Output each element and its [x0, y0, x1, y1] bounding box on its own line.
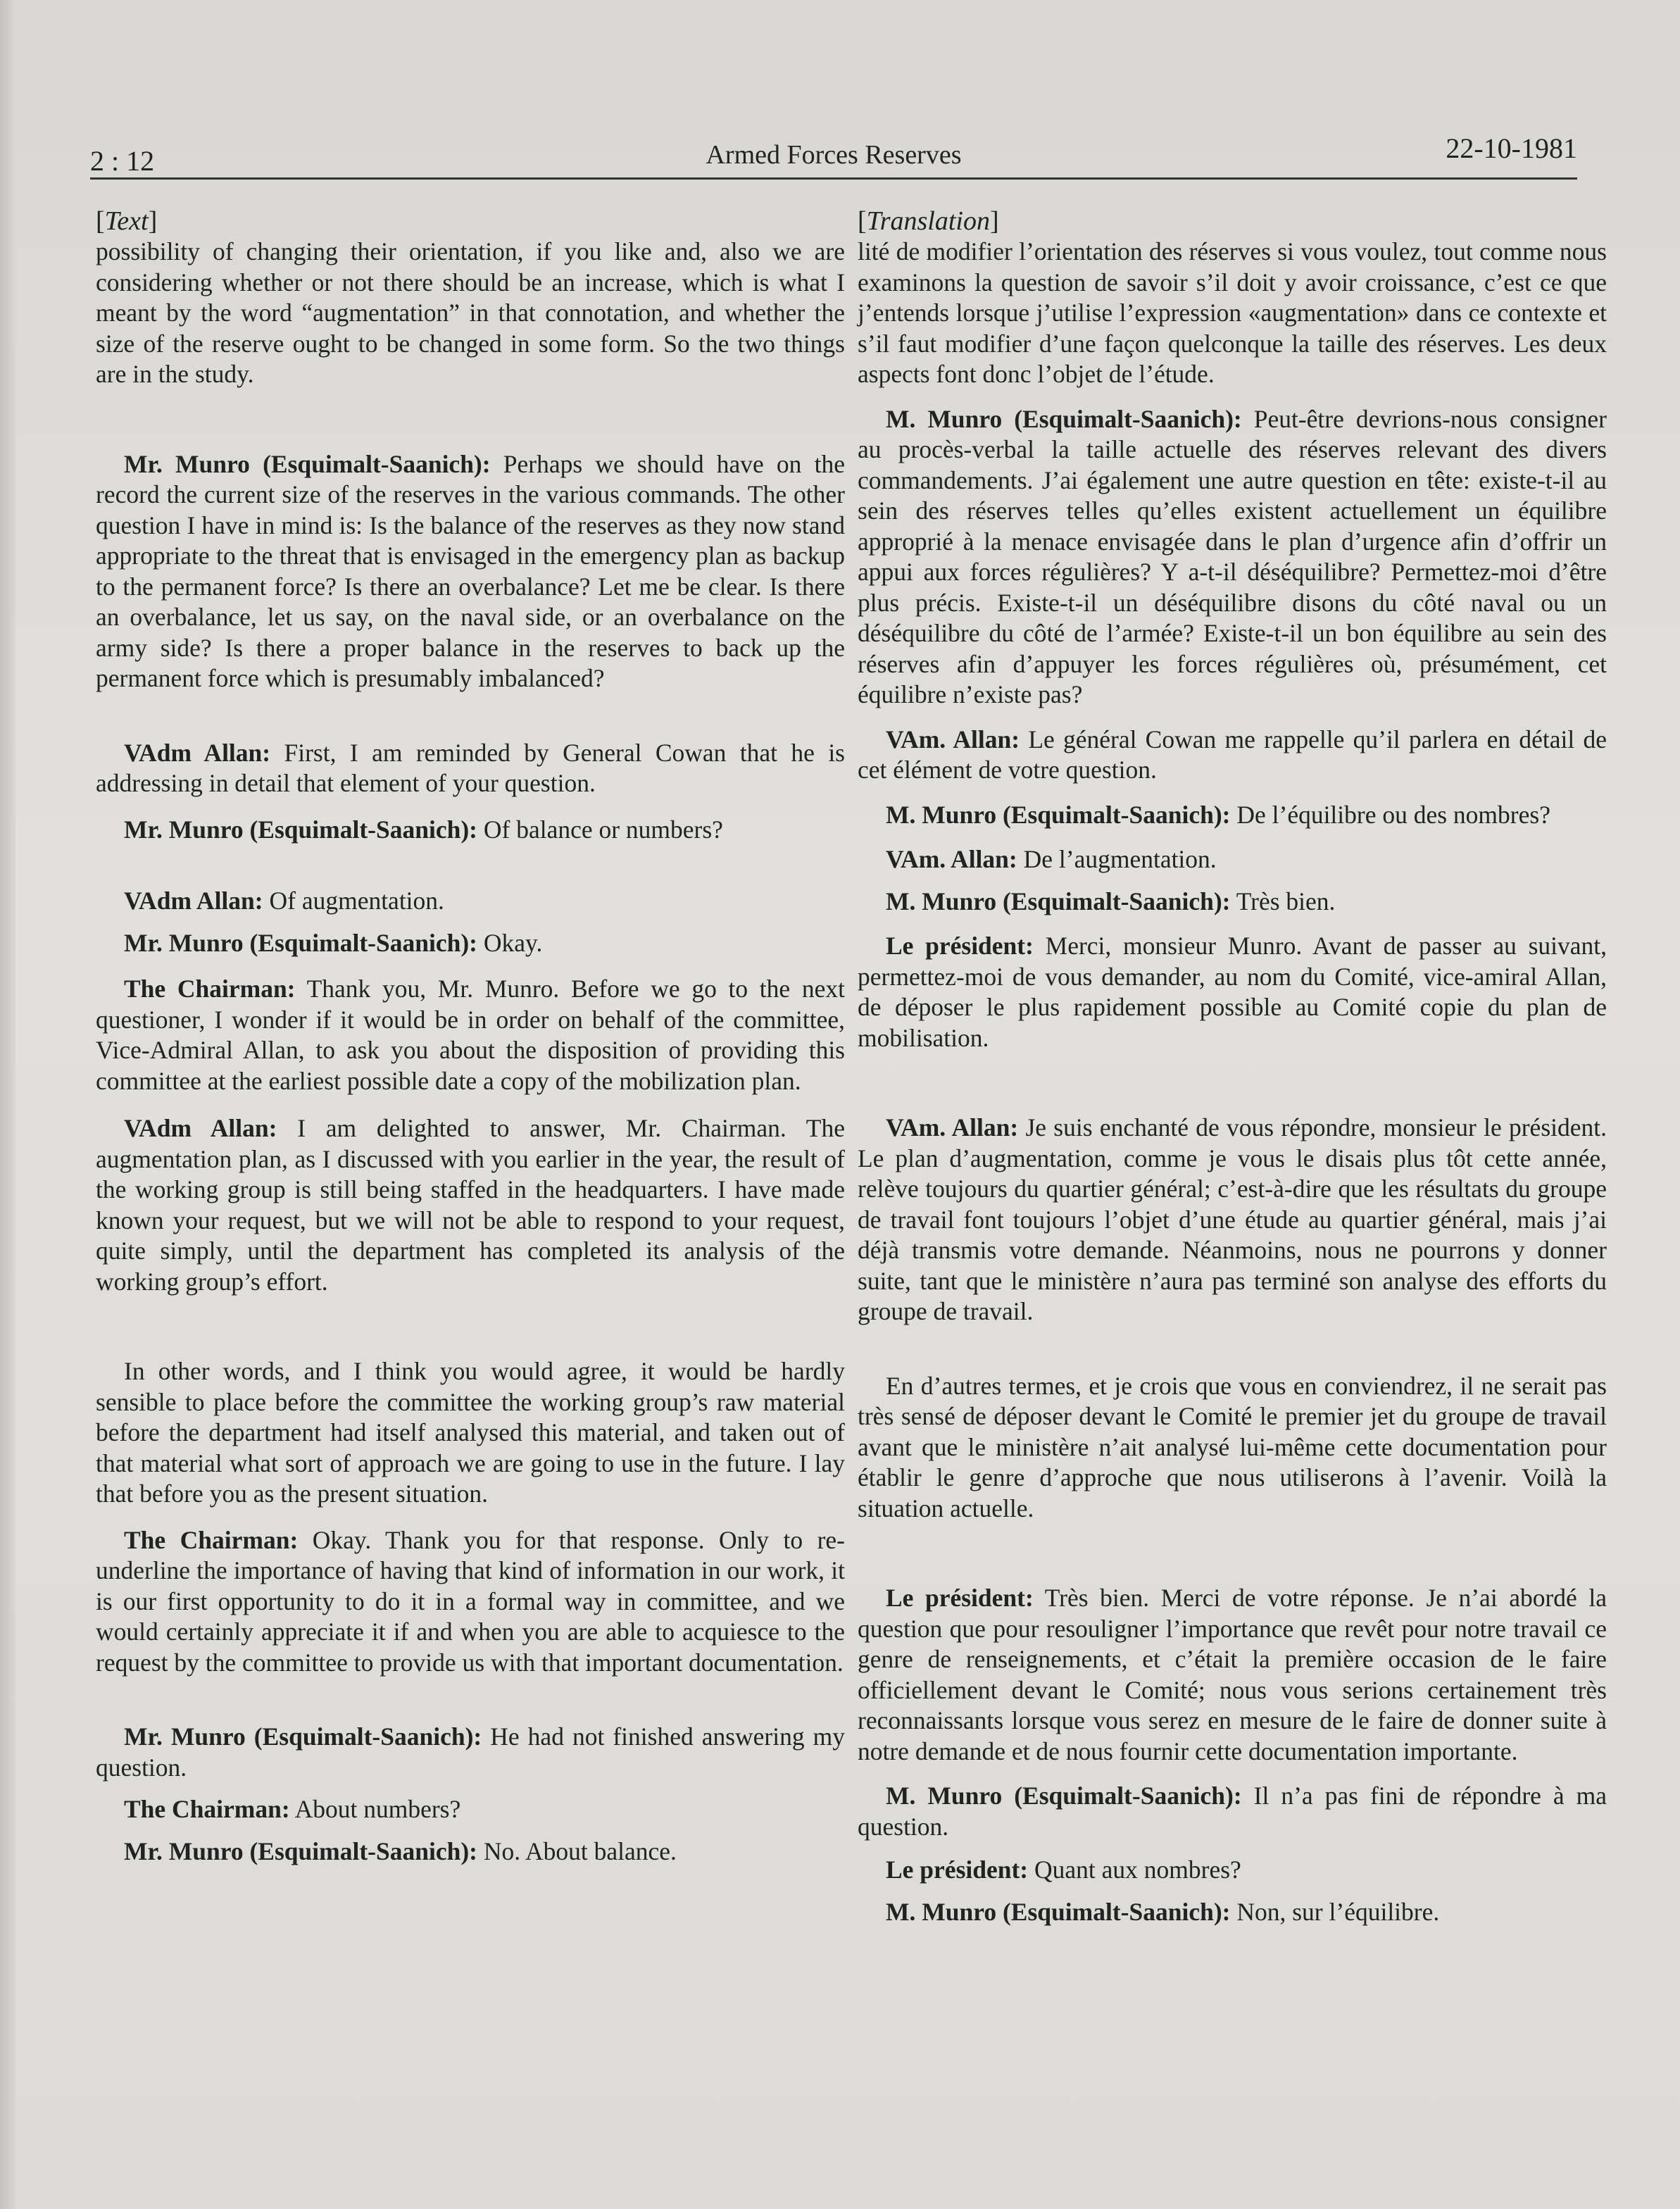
paragraph: VAdm Allan: Of augmentation. [124, 887, 444, 915]
paragraph: Le président: Très bien. Merci de votre réponse. Je n’ai abordé la question que pour resouligner l’importance que revêt pour notre travail ce genre de renseignements, et c’était la première occasion de le faire officiellement devant le Comité; nous vous serions certainement très reconnaissants lorsque vous serez en mesure de le faire de donner suite à notre demande et de nous fournir cette documentation importante. [858, 1584, 1607, 1765]
french-section-label: [Translation] [858, 206, 999, 236]
paragraph: Mr. Munro (Esquimalt-Saanich): No. About balance. [124, 1836, 677, 1865]
paragraph: VAm. Allan: De l’augmentation. [886, 845, 1217, 873]
paragraph: The Chairman: Okay. Thank you for that response. Only to re-underline the importance of having that kind of information in our work, it is our first opportunity to do it in a formal way in committee, and we would certainly appreciate it if and when you are able to acquiesce to the request by the committee to provide us with that important documentation. [96, 1525, 845, 1677]
paragraph: En d’autres termes, et je crois que vous en conviendrez, il ne serait pas très sensé de déposer devant le Comité le premier jet du groupe de travail avant que le ministère n’ait analysé lui-même cette documentation pour établir le genre d’approche que nous utiliserons à l’avenir. Voilà la situation actuelle. [858, 1371, 1607, 1522]
paragraph: VAm. Allan: Je suis enchanté de vous répondre, monsieur le président. Le plan d’augmentation, comme je vous le disais plus tôt cette année, relève toujours du quartier général; c’est-à-dire que les résultats du groupe de travail font toujours l’objet d’une étude au quartier général, mais j’ai déjà transmis votre demande. Néanmoins, nous ne pourrons y donner suite, tant que le ministère n’aura pas terminé son analyse des efforts du groupe de travail. [858, 1113, 1607, 1325]
page-header [90, 127, 1577, 180]
paragraph: The Chairman: About numbers? [124, 1795, 461, 1823]
paragraph: VAm. Allan: Le général Cowan me rappelle qu’il parlera en détail de cet élément de votre question. [858, 725, 1607, 784]
paragraph: VAdm Allan: First, I am reminded by General Cowan that he is addressing in detail that element of your question. [96, 738, 845, 797]
paragraph: Le président: Quant aux nombres? [886, 1856, 1241, 1884]
page-spine-shadow [0, 0, 15, 2209]
english-column [96, 206, 845, 1867]
paragraph: Mr. Munro (Esquimalt-Saanich): Perhaps we should have on the record the current size of the reserves in the various commands. The other question I have in mind is: Is the balance of the reserves as they now stand appropriate to the threat that is envisaged in the emergency plan as backup to the permanent force? Is there an overbalance? Let me be clear. Is there an overbalance, let us say, on the naval side, or an overbalance on the army side? Is there a proper balance in the reserves to back up the permanent force which is presumably imbalanced? [96, 449, 845, 692]
paragraph: Le président: Merci, monsieur Munro. Avant de passer au suivant, permettez-moi de vous demander, au nom du Comité, vice-amiral Allan, de déposer le plus rapidement possible au Comité copie du plan de mobilisation. [858, 932, 1607, 1052]
paragraph: M. Munro (Esquimalt-Saanich): Non, sur l’équilibre. [886, 1897, 1440, 1926]
paragraph: VAdm Allan: I am delighted to answer, Mr. Chairman. The augmentation plan, as I discussed with you earlier in the year, the result of the working group is still being staffed in the headquarters. I have made known your request, but we will not be able to respond to your request, quite simply, until the department has completed its analysis of the working group’s effort. [96, 1114, 846, 1296]
page-number: 2 : 12 [90, 145, 155, 177]
paragraph: In other words, and I think you would agree, it would be hardly sensible to place before the committee the working group’s raw material before the department had itself analysed this material, and taken out of that material what sort of approach we are going to use in the future. I lay that before you as the present situation. [96, 1357, 845, 1508]
paragraph: M. Munro (Esquimalt-Saanich): Il n’a pas fini de répondre à ma question. [858, 1782, 1607, 1841]
french-column [858, 206, 1607, 1927]
english-section-label: [Text] [96, 206, 158, 236]
paragraph: The Chairman: Thank you, Mr. Munro. Before we go to the next questioner, I wonder if it would be in order on behalf of the committee, Vice-Admiral Allan, to ask you about the disposition of providing this committee at the earliest possible date a copy of the mobilization plan. [96, 975, 845, 1095]
paragraph: Mr. Munro (Esquimalt-Saanich): He had not finished answering my question. [96, 1722, 845, 1782]
paragraph: Mr. Munro (Esquimalt-Saanich): Okay. [124, 928, 543, 957]
paragraph: Mr. Munro (Esquimalt-Saanich): Of balance or numbers? [124, 815, 723, 844]
paragraph: M. Munro (Esquimalt-Saanich): Très bien. [886, 887, 1336, 915]
paragraph: M. Munro (Esquimalt-Saanich): Peut-être devrions-nous consigner au procès-verbal la taille actuelle des réserves relevant des divers commandements. J’ai également une autre question en tête: existe-t-il au sein des réserves telles qu’elles existent actuellement un équilibre approprié à la menace envisagée dans le plan d’urgence afin d’offrir un appui aux forces régulières? Y a-t-il déséquilibre? Permettez-moi d’être plus précis. Existe-t-il un déséquilibre disons du côté naval ou un déséquilibre du côté de l’armée? Existe-t-il un bon équilibre au sein des réserves afin d’appuyer les forces régulières où, présumément, cet équilibre n’existe pas? [858, 404, 1607, 708]
running-title: Armed Forces Reserves [706, 140, 962, 170]
paragraph: M. Munro (Esquimalt-Saanich): De l’équilibre ou des nombres? [886, 800, 1550, 829]
paragraph: possibility of changing their orientation, if you like and, also we are considering whether or not there should be an increase, which is what I meant by the word “augmentation” in that connotation, and whether the size of the reserve ought to be changed in some form. So the two things are in the study. [96, 237, 845, 388]
header-date: 22-10-1981 [1446, 132, 1577, 164]
paragraph: lité de modifier l’orientation des réserves si vous voulez, tout comme nous examinons la question de savoir s’il doit y avoir croissance, c’est ce que j’entends lorsque j’utilise l’expression «augmentation» dans ce contexte et s’il faut modifier d’une façon quelconque la taille des réserves. Les deux aspects font donc l’objet de l’étude. [858, 237, 1607, 388]
